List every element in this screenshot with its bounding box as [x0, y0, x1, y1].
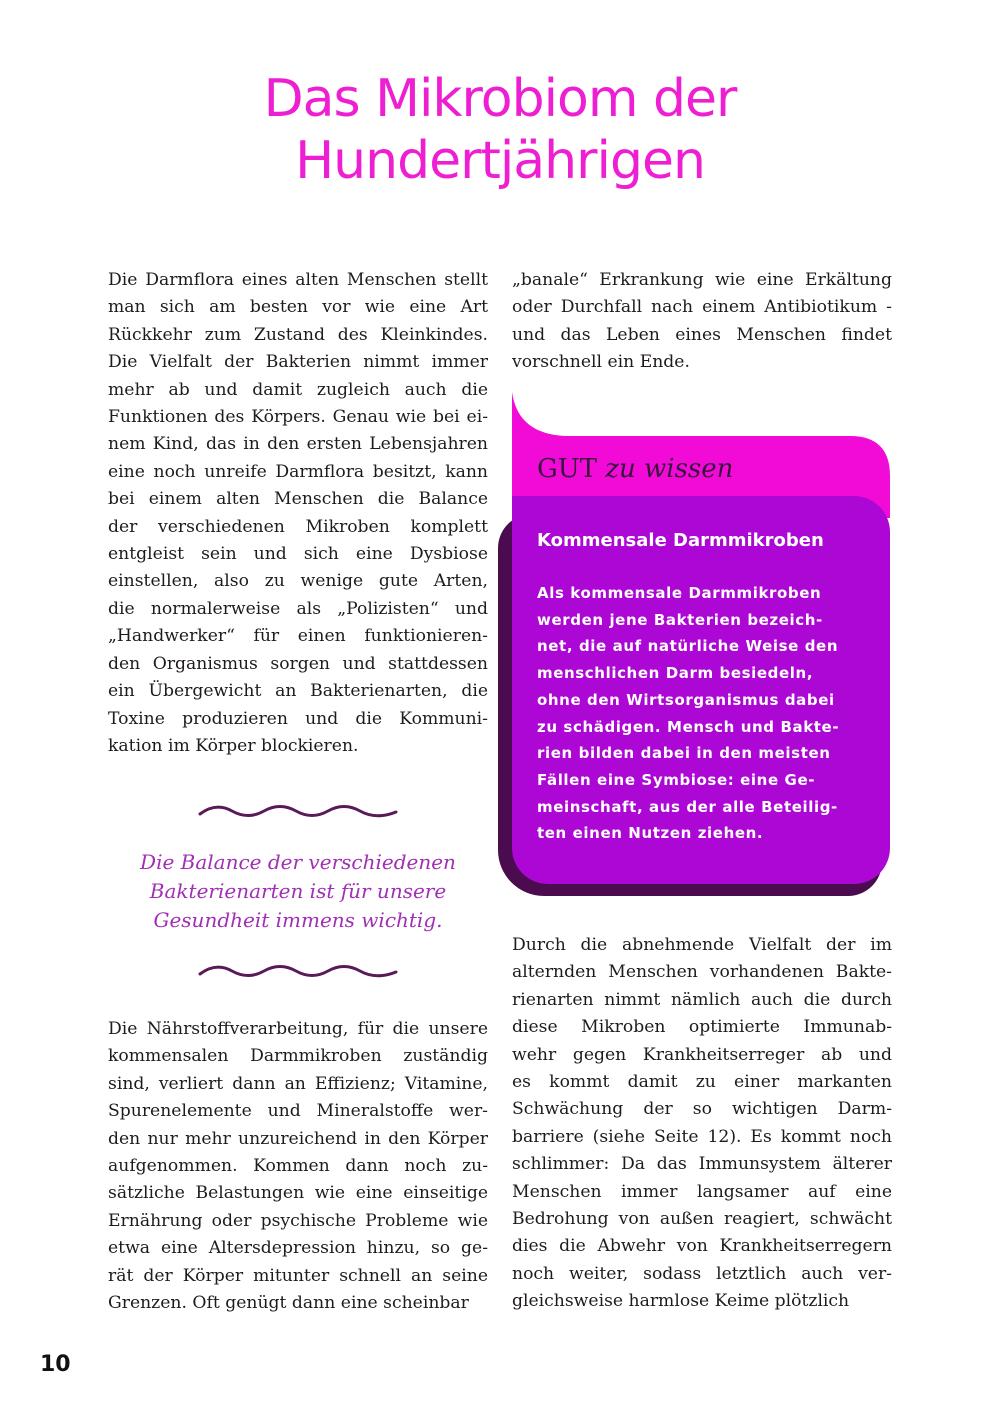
info-box-text-line: zu schädigen. Mensch und Bakte- [537, 717, 840, 736]
paragraph-line: Grenzen. Oft genügt dann eine scheinbar [108, 1293, 469, 1314]
paragraph-line: etwa eine Altersdepression hinzu, so ge- [108, 1238, 488, 1259]
paragraph-line: bei einem alten Menschen die Balance [108, 489, 488, 510]
wave-divider-top [198, 800, 398, 822]
info-box-heading-plain: GUT [537, 454, 598, 484]
paragraph-line: sind, verliert dann an Effizienz; Vitamine, [108, 1073, 488, 1094]
paragraph-line: Funktionen des Körpers. Genau wie bei ei- [108, 407, 488, 428]
info-box-text-line: ohne den Wirtsorganismus dabei [537, 690, 835, 709]
paragraph-line: gleichsweise harmlose Keime plötzlich [512, 1291, 850, 1312]
pull-quote [108, 848, 488, 935]
paragraph-line: und das Leben eines Menschen findet [512, 324, 892, 345]
paragraph-line: entgleist sein und sich eine Dysbiose [108, 544, 488, 565]
paragraph-line: Spurenelemente und Mineralstoffe wer- [108, 1101, 488, 1122]
paragraph-line: die normalerweise als „Polizisten“ und [108, 598, 488, 619]
info-box-text-line: meinschaft, aus der alle Beteilig- [537, 797, 838, 816]
paragraph-line: rienarten nimmt nämlich auch die durch [512, 989, 892, 1010]
paragraph-line: aufgenommen. Kommen dann noch zu- [108, 1156, 488, 1177]
paragraph-line: schlimmer: Da das Immunsystem älterer [512, 1154, 892, 1175]
paragraph-line: Die Darmflora eines alten Menschen stellt [108, 270, 488, 290]
paragraph-line: Bedrohung von außen reagiert, schwächt [512, 1209, 892, 1230]
paragraph-line: Durch die abnehmende Vielfalt der im [512, 935, 892, 955]
paragraph-line: wehr gegen Krankheitserreger ab und [512, 1044, 892, 1065]
paragraph-line: vorschnell ein Ende. [512, 352, 690, 373]
paragraph-line: Toxine produzieren und die Kommuni- [108, 708, 488, 729]
page-number: 10 [40, 1352, 71, 1377]
pull-quote-line: Die Balance der verschiedenen [140, 850, 456, 874]
info-box-text-line: Fällen eine Symbiose: eine Ge- [537, 770, 816, 789]
info-box-heading-italic: zu wissen [605, 454, 734, 484]
paragraph-line: rät der Körper mitunter schnell an seine [108, 1265, 488, 1286]
info-box-text-line: rien bilden dabei in den meisten [537, 744, 831, 763]
paragraph-line: Schwächung der so wichtigen Darm- [512, 1099, 892, 1120]
paragraph-line: den Organismus sorgen und stattdessen [108, 653, 488, 674]
paragraph-line: noch weiter, sodass letztlich auch ver- [512, 1263, 892, 1284]
paragraph-line: der verschiedenen Mikroben komplett [108, 516, 488, 537]
info-box-text-line: werden jene Bakterien bezeich- [537, 610, 823, 629]
paragraph-line: dies die Abwehr von Krankheitserregern [512, 1236, 892, 1257]
info-box-text-line: ten einen Nutzen ziehen. [537, 824, 764, 843]
info-box-text-line: menschlichen Darm besiedeln, [537, 664, 814, 683]
paragraph-line: Menschen immer langsamer auf eine [512, 1181, 892, 1202]
paragraph-line: barriere (siehe Seite 12). Es kommt noch [512, 1126, 892, 1147]
paragraph-line: Die Vielfalt der Bakterien nimmt immer [108, 352, 488, 373]
right-paragraph-1 [512, 267, 892, 377]
page-title-line-2: Hundertjährigen [295, 131, 705, 191]
left-paragraph-2 [108, 1016, 488, 1317]
paragraph-line: oder Durchfall nach einem Antibiotikum - [512, 297, 892, 318]
paragraph-line: man sich am besten vor wie eine Art [108, 297, 488, 318]
paragraph-line: mehr ab und damit zugleich auch die [108, 379, 488, 400]
paragraph-line: „banale“ Erkrankung wie eine Erkältung [512, 270, 892, 290]
paragraph-line: alternden Menschen vorhandenen Bakte- [512, 962, 892, 983]
paragraph-line: eine noch unreife Darmflora besitzt, kann [108, 461, 488, 482]
paragraph-line: sätzliche Belastungen wie eine einseitige [108, 1183, 488, 1204]
info-box-text-line: net, die auf natürliche Weise den [537, 637, 839, 656]
wave-divider-bottom [198, 960, 398, 982]
info-box-text [537, 580, 857, 847]
paragraph-line: es kommt damit zu einer markanten [512, 1072, 892, 1093]
right-paragraph-2 [512, 932, 892, 1316]
paragraph-line: einstellen, also zu wenige gute Arten, [108, 571, 488, 592]
paragraph-line: den nur mehr unzureichend in den Körper [108, 1128, 488, 1149]
paragraph-line: Die Nährstoffverarbeitung, für die unsere [108, 1019, 488, 1039]
paragraph-line: diese Mikroben optimierte Immunab- [512, 1017, 892, 1038]
paragraph-line: „Handwerker“ für einen funktionieren- [108, 626, 488, 647]
info-box-title: Kommensale Darmmikroben [537, 530, 824, 551]
page-title-line-1: Das Mikrobiom der [263, 69, 737, 129]
paragraph-line: ein Übergewicht an Bakterienarten, die [108, 681, 488, 702]
page-title [0, 68, 1000, 192]
paragraph-line: kommensalen Darmmikroben zuständig [108, 1046, 488, 1067]
paragraph-line: nem Kind, das in den ersten Lebensjahren [108, 434, 488, 455]
left-paragraph-1 [108, 267, 488, 760]
paragraph-line: kation im Körper blockieren. [108, 735, 359, 756]
info-box-heading [537, 452, 733, 486]
pull-quote-line: Bakterienarten ist für unsere [149, 879, 447, 903]
pull-quote-line: Gesundheit immens wichtig. [153, 908, 443, 932]
info-box-text-line: Als kommensale Darmmikroben [537, 584, 822, 602]
paragraph-line: Rückkehr zum Zustand des Kleinkindes. [108, 324, 488, 345]
paragraph-line: Ernährung oder psychische Probleme wie [108, 1210, 488, 1231]
